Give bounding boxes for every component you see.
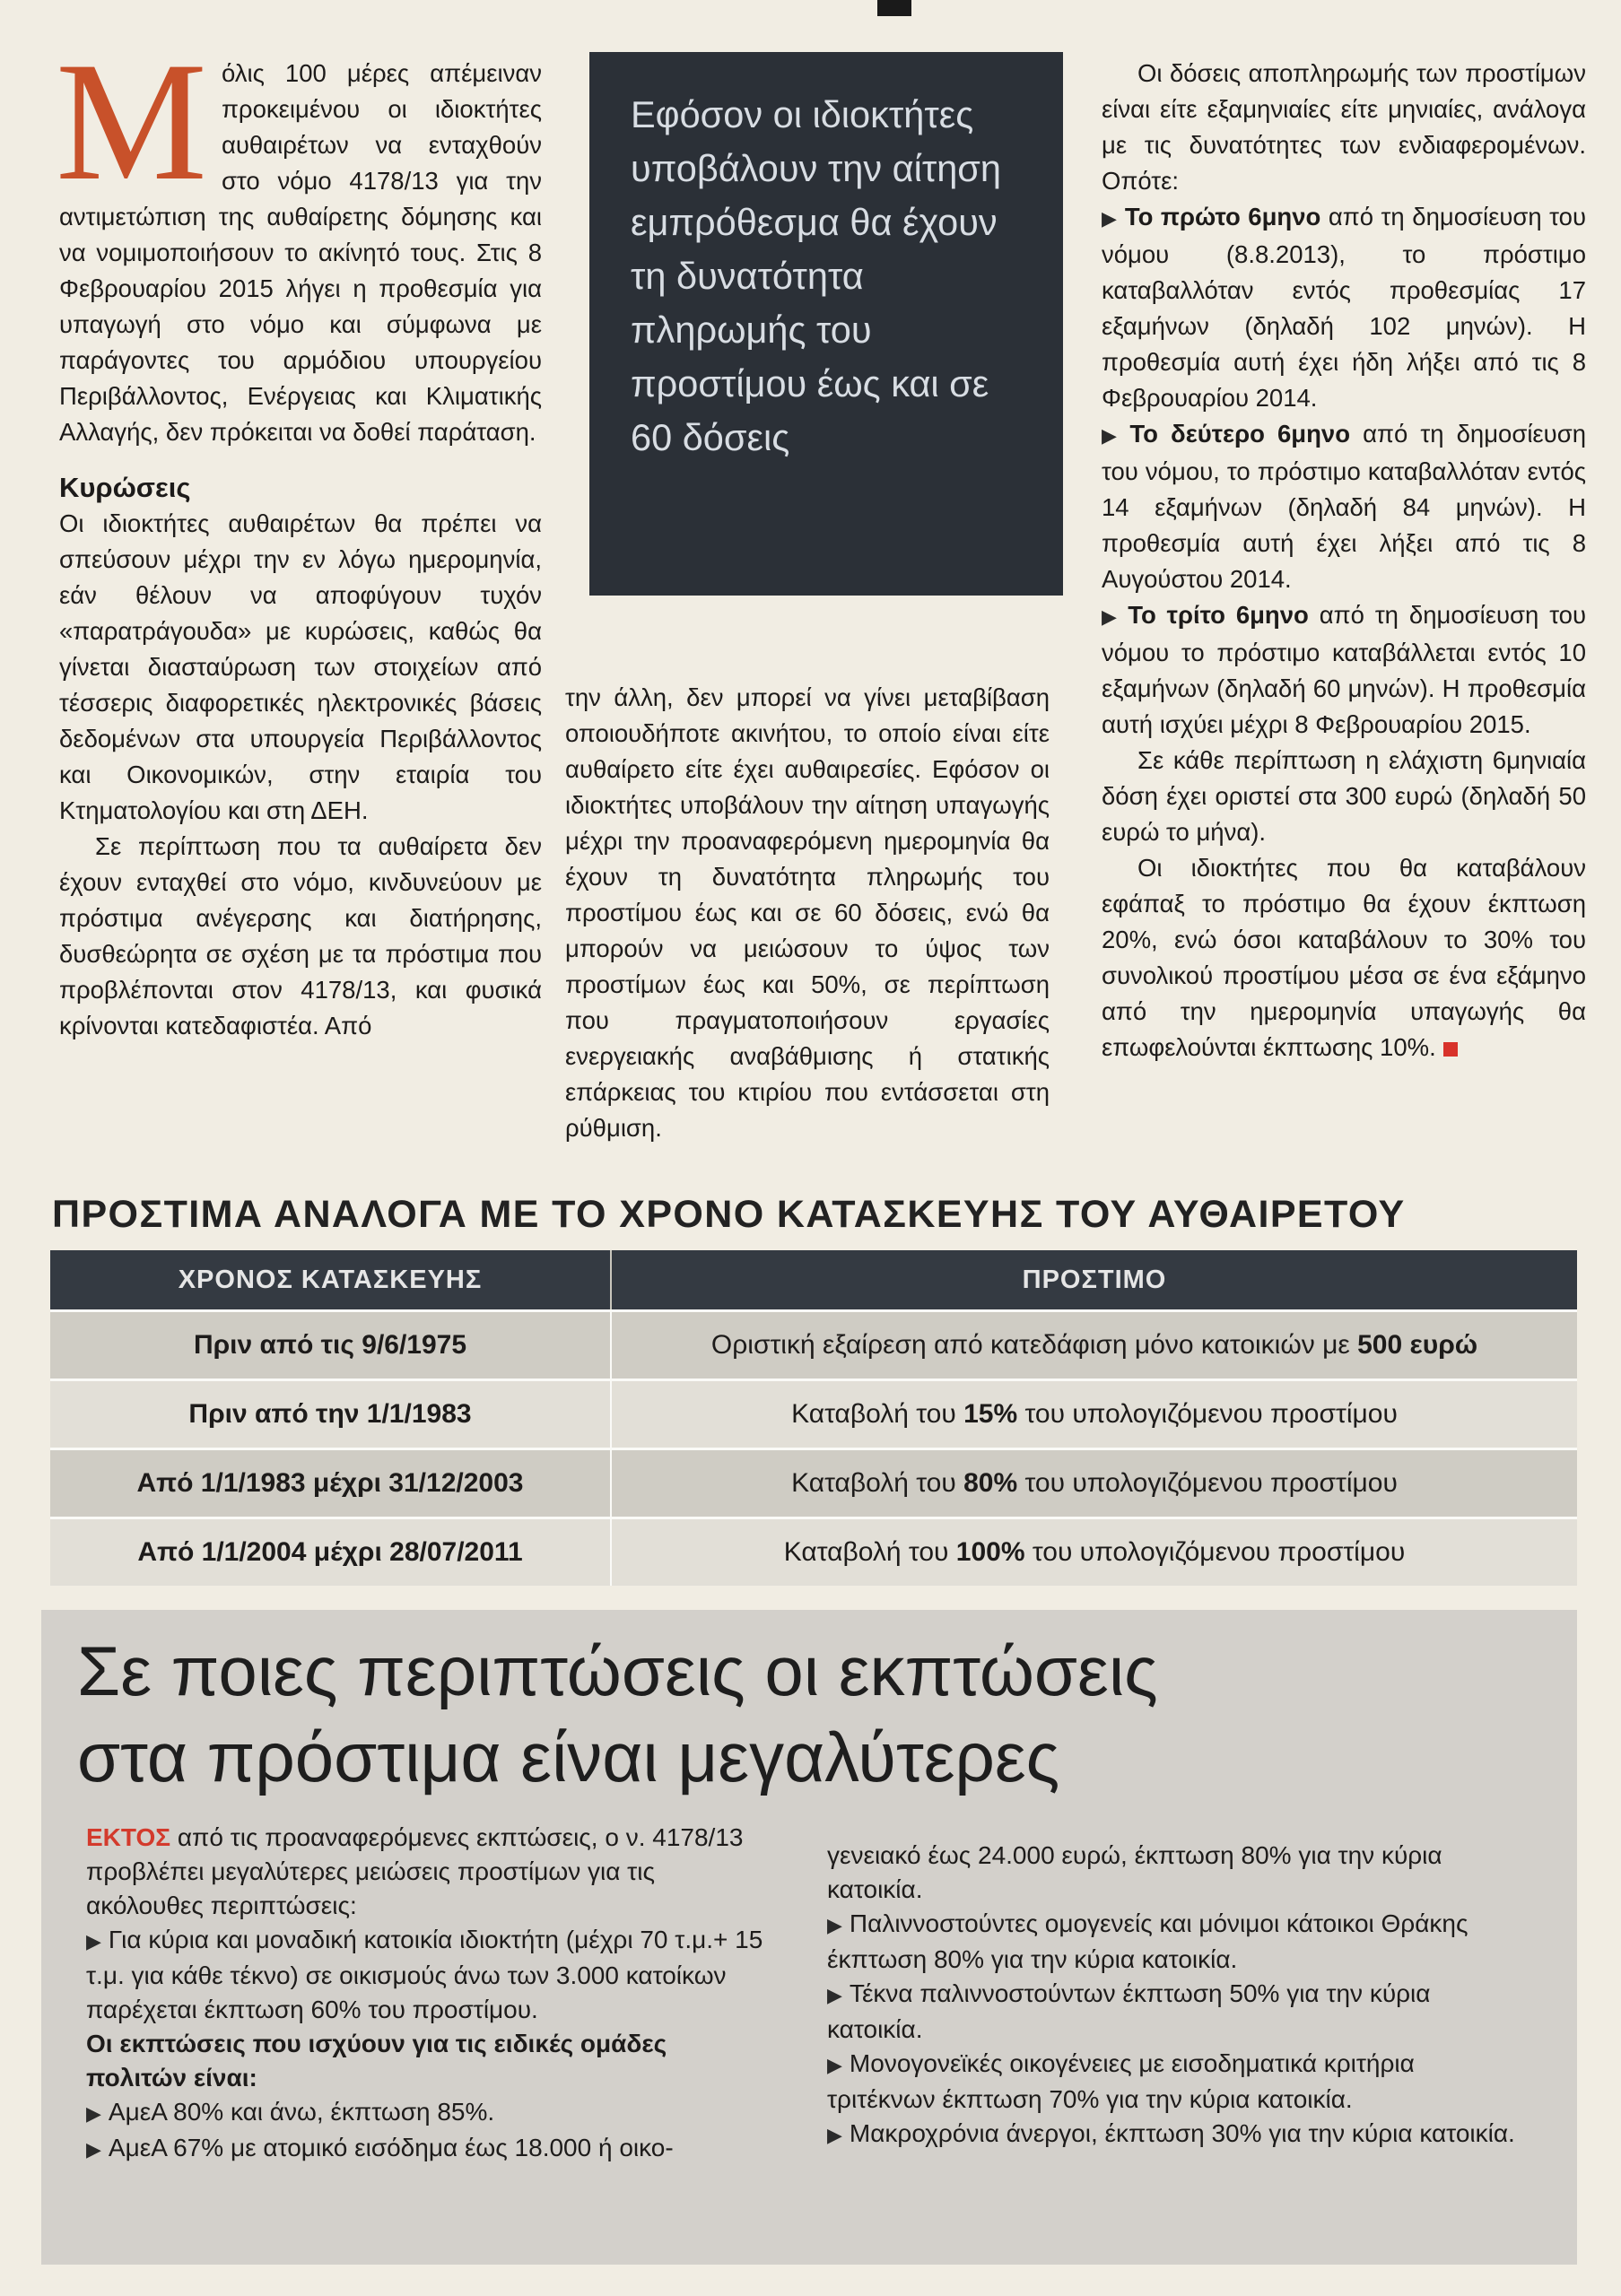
list-item-text: Παλιννοστούντες ομογενείς και μόνιμοι κάτοικοι Θράκης έκπτωση 80% για την κύρια κατοικία. xyxy=(827,1909,1468,1973)
list-item-text: Για κύρια και μοναδική κατοικία ιδιοκτήτη (μέχρι 70 τ.μ.+ 15 τ.μ. για κάθε τέκνο) σε οικισμούς άνω των 3.000 κατοίκων παρέχεται έκπτωση 60% του προστίμου. xyxy=(86,1926,763,2023)
drop-cap: Μ xyxy=(56,28,207,216)
pull-quote-box xyxy=(589,52,1063,596)
discount-paragraph xyxy=(1102,850,1586,1065)
list-item xyxy=(86,2131,768,2167)
bullet-text: από τη δημοσίευση του νόμου το πρόστιμο καταβάλλεται εντός 10 εξαμήνων (δηλαδή 60 μηνών). Η προθεσμία αυτή ισχύει μέχρι 8 Φεβρουαρίου 2015. xyxy=(1102,601,1586,738)
list-item-text: Μακροχρόνια άνεργοι, έκπτωση 30% για την κύρια κατοικία. xyxy=(849,2119,1515,2147)
bullet-text: από τη δημοσίευση του νόμου (8.8.2013), το πρόστιμο καταβαλλόταν εντός προθεσμίας 17 εξαμήνων (δηλαδή 102 μηνών). Η προθεσμία αυτή έχει ήδη λήξει από τις 8 Φεβρουαρίου 2014. xyxy=(1102,203,1586,412)
table-title: ΠΡΟΣΤΙΜΑ ΑΝΑΛΟΓΑ ΜΕ ΤΟ ΧΡΟΝΟ ΚΑΤΑΣΚΕΥΗΣ ΤΟΥ ΑΥΘΑΙΡΕΤΟΥ xyxy=(52,1193,1406,1236)
header-construction-year: ΧΡΟΝΟΣ ΚΑΤΑΣΚΕΥΗΣ xyxy=(50,1250,611,1311)
triangle-bullet-icon: ▶ xyxy=(827,2124,842,2146)
risk-paragraph: Σε περίπτωση που τα αυθαίρετα δεν έχουν ενταχθεί στο νόμο, κινδυνεύουν με πρόστιμα ανέγερσης και διατήρησης, δυσθεώρητα σε σχέση με τα πρόστιμα που προβλέπονται στον 4178/13, και φυσικά κρίνονται κατεδαφιστέα. Από xyxy=(59,832,542,1039)
list-item xyxy=(827,2047,1527,2117)
pull-quote-text: Εφόσον οι ιδιοκτήτες υποβάλουν την αίτηση εμπρόθεσμα θα έχουν τη δυνατότητα πληρωμής του προστίμου έως και σε 60 δόσεις xyxy=(631,93,1001,458)
bullet-second-6month xyxy=(1102,416,1586,597)
triangle-bullet-icon: ▶ xyxy=(86,2102,101,2125)
year-cell: Από 1/1/2004 μέχρι 28/07/2011 xyxy=(50,1518,611,1587)
list-item xyxy=(827,2117,1527,2152)
subheading-sanctions: Κυρώσεις xyxy=(59,472,191,503)
fine-cell xyxy=(611,1311,1577,1380)
intro-text: όλις 100 μέρες απέμειναν προκειμένου οι ιδιοκτήτες αυθαιρέτων να ενταχθούν στο νόμο 4178/13 για την αντιμετώπιση της αυθαίρετης δόμησης και να νομιμοποιήσουν το ακίνητό τους. Στις 8 Φεβρουαρίου 2015 λήγει η προθεσμία για υπαγωγή στο νόμο και σύμφωνα με παράγοντες του αρμόδιου υπουργείου Περιβάλλοντος, Ενέργειας και Κλιματικής Αλλαγής, δεν πρόκειται να δοθεί παράταση. xyxy=(59,59,542,446)
triangle-bullet-icon: ▶ xyxy=(1102,605,1121,628)
table-row xyxy=(50,1518,1577,1587)
box-title xyxy=(77,1628,1566,1800)
special-groups-heading: Οι εκπτώσεις που ισχύουν για τις ειδικές ομάδες πολιτών είναι: xyxy=(86,2030,667,2092)
bullet-lead: Το πρώτο 6μηνο xyxy=(1124,203,1321,230)
intro-paragraph xyxy=(56,28,542,450)
table-row xyxy=(50,1311,1577,1380)
year-cell: Από 1/1/1983 μέχρι 31/12/2003 xyxy=(50,1449,611,1518)
bullet-lead: Το τρίτο 6μηνο xyxy=(1128,601,1309,629)
article-column-1 xyxy=(56,28,542,1044)
list-item xyxy=(827,1977,1527,2047)
article-column-3 xyxy=(1102,56,1586,1065)
fine-cell xyxy=(611,1518,1577,1587)
box-title-line-1: Σε ποιες περιπτώσεις οι εκπτώσεις xyxy=(77,1631,1158,1710)
list-item-text: Μονογονεϊκές οικογένειες με εισοδηματικά κριτήρια τριτέκνων έκπτωση 70% για την κύρια κατοικία. xyxy=(827,2049,1415,2113)
list-item-text: ΑμεΑ 80% και άνω, έκπτωση 85%. xyxy=(108,2098,495,2126)
triangle-bullet-icon: ▶ xyxy=(1102,207,1118,230)
article-column-2 xyxy=(565,680,1050,1146)
bullet-text: από τη δημοσίευση του νόμου, το πρόστιμο καταβαλλόταν εντός 14 εξαμήνων (δηλαδή 84 μηνών). Η προθεσμία αυτή έχει λήξει από τις 8 Αυγούστου 2014. xyxy=(1102,420,1586,593)
triangle-bullet-icon: ▶ xyxy=(827,2054,842,2076)
fine-amount: 15% xyxy=(963,1399,1018,1429)
fine-text-end: του υπολογιζόμενου προστίμου xyxy=(1024,1537,1406,1567)
triangle-bullet-icon: ▶ xyxy=(1102,424,1123,447)
fine-text: Καταβολή του xyxy=(783,1537,956,1567)
fine-cell xyxy=(611,1380,1577,1449)
end-mark-icon xyxy=(1443,1042,1458,1057)
discount-text: Οι ιδιοκτήτες που θα καταβάλουν εφάπαξ το πρόστιμο θα έχουν έκπτωση 20%, ενώ όσοι καταβάλουν το 30% του συνολικού προστίμου μέσα σε ένα εξάμηνο από την ημερομηνία υπαγωγής θα επωφελούνται έκπτωσης 10%. xyxy=(1102,854,1586,1061)
list-item xyxy=(86,2095,768,2131)
box-column-1 xyxy=(86,1821,768,2167)
year-cell: Πριν από την 1/1/1983 xyxy=(50,1380,611,1449)
fines-table xyxy=(50,1250,1577,1586)
header-fine: ΠΡΟΣΤΙΜΟ xyxy=(611,1250,1577,1311)
box-intro-text: από τις προαναφερόμενες εκπτώσεις, ο ν. 4178/13 προβλέπει μεγαλύτερες μειώσεις προστίμων για τις ακόλουθες περιπτώσεις: xyxy=(86,1823,744,1919)
table-row xyxy=(50,1380,1577,1449)
bullet-first-6month xyxy=(1102,199,1586,416)
table-header-row xyxy=(50,1250,1577,1311)
minimum-installment-paragraph: Σε κάθε περίπτωση η ελάχιστη 6μηνιαία δόση έχει οριστεί στα 300 ευρώ (δηλαδή 50 ευρώ το μήνα). xyxy=(1102,746,1586,846)
bullet-third-6month xyxy=(1102,597,1586,743)
list-item-text: Τέκνα παλιννοστούντων έκπτωση 50% για την κύρια κατοικία. xyxy=(827,1979,1431,2043)
triangle-bullet-icon: ▶ xyxy=(827,1914,842,1936)
box-column-2 xyxy=(827,1839,1527,2152)
fine-text: Οριστική εξαίρεση από κατεδάφιση μόνο κατοικιών με xyxy=(710,1330,1358,1360)
installments-intro: Οι δόσεις αποπληρωμής των προστίμων είναι είτε εξαμηνιαίες είτε μηνιαίες, ανάλογα με τις δυνατότητες των ενδιαφερομένων. Οπότε: xyxy=(1102,59,1586,195)
list-item-continuation: γενειακό έως 24.000 ευρώ, έκπτωση 80% για την κύρια κατοικία. xyxy=(827,1841,1442,1903)
triangle-bullet-icon: ▶ xyxy=(86,2138,101,2161)
transfer-paragraph: την άλλη, δεν μπορεί να γίνει μεταβίβαση οποιουδήποτε ακινήτου, το οποίο είναι είτε αυθαίρετο είτε έχει αυθαιρεσίες. Εφόσον οι ιδιοκτήτες υποβάλουν την αίτηση υπαγωγής μέχρι την προαναφερόμενη ημερομηνία θα έχουν τη δυνατότητα πληρωμής του προστίμου έως και σε 60 δόσεις, ενώ θα μπορούν να μειώσουν το ύψος των προστίμων έως και 50%, σε περίπτωση που πραγματοποιήσουν εργασίες ενεργειακής αναβάθμισης ή στατικής επάρκειας του κτιρίου που εντάσσεται στη ρύθμιση. xyxy=(565,683,1050,1142)
top-marker xyxy=(877,0,911,16)
triangle-bullet-icon: ▶ xyxy=(827,1984,842,2006)
bullet-lead: Το δεύτερο 6μηνο xyxy=(1129,420,1350,448)
fine-cell xyxy=(611,1449,1577,1518)
box-title-line-2: στα πρόστιμα είναι μεγαλύτερες xyxy=(77,1718,1060,1796)
list-item xyxy=(827,1907,1527,1977)
fine-amount: 500 ευρώ xyxy=(1357,1330,1478,1360)
list-item xyxy=(86,1923,768,2027)
box-intro xyxy=(86,1821,768,1923)
box-intro-lead: ΕΚΤΟΣ xyxy=(86,1823,171,1851)
fine-text-end: του υπολογιζόμενου προστίμου xyxy=(1017,1399,1398,1429)
sanctions-paragraph: Οι ιδιοκτήτες αυθαιρέτων θα πρέπει να σπεύσουν μέχρι την εν λόγω ημερομηνία, εάν θέλουν να αποφύγουν τυχόν «παρατράγουδα» με κυρώσεις, καθώς θα γίνεται διασταύρωση των στοιχείων από τέσσερις διαφορετικές ηλεκτρονικές βάσεις δεδομένων στα υπουργεία Περιβάλλοντος και Οικονομικών, στην εταιρία του Κτηματολογίου και στη ΔΕΗ. xyxy=(59,509,542,824)
fine-text-end: του υπολογιζόμενου προστίμου xyxy=(1017,1468,1398,1498)
triangle-bullet-icon: ▶ xyxy=(86,1930,101,1952)
fine-amount: 100% xyxy=(955,1537,1025,1567)
fine-amount: 80% xyxy=(963,1468,1018,1498)
list-item-text: ΑμεΑ 67% με ατομικό εισόδημα έως 18.000 ή οικο- xyxy=(108,2134,674,2161)
year-cell: Πριν από τις 9/6/1975 xyxy=(50,1311,611,1380)
table-row xyxy=(50,1449,1577,1518)
fine-text: Καταβολή του xyxy=(791,1399,964,1429)
fine-text: Καταβολή του xyxy=(791,1468,964,1498)
